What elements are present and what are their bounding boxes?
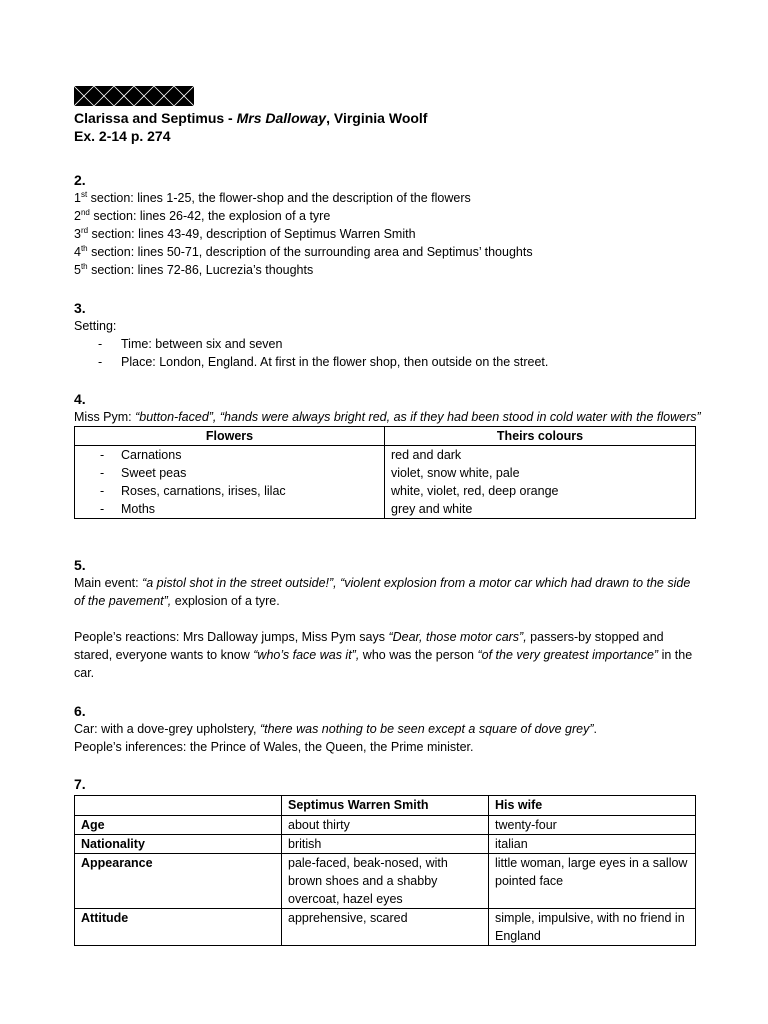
car-description: Car: with a dove-grey upholstery, “there was nothing to be seen except a square of dove grey”. <box>74 722 597 736</box>
table-cell: white, violet, red, deep orange <box>385 482 696 500</box>
section-line: 1st section: lines 1-25, the flower-shop and the description of the flowers <box>74 189 471 205</box>
table-cell: grey and white <box>385 500 696 519</box>
section-line: 4th section: lines 50-71, description of the surrounding area and Septimus’ thoughts <box>74 243 533 259</box>
main-event: Main event: “a pistol shot in the street outside!”, “violent explosion from a motor car which had drawn to the side of the pavement”, explosion of a tyre. <box>74 576 691 608</box>
row-label: Attitude <box>75 909 282 946</box>
row-label: Appearance <box>75 854 282 909</box>
title-line: Clarissa and Septimus - Mrs Dalloway, Virginia Woolf <box>74 110 428 126</box>
table-cell: italian <box>489 835 696 854</box>
characters-table <box>74 795 696 946</box>
table-cell: - Carnations <box>75 446 385 465</box>
question-number: 3. <box>74 300 86 316</box>
question-number: 2. <box>74 172 86 188</box>
table-cell: - Moths <box>75 500 385 519</box>
setting-label: Setting: <box>74 319 117 333</box>
list-item: - Place: London, England. At first in the flower shop, then outside on the street. <box>98 355 549 369</box>
table-cell: pale-faced, beak-nosed, with brown shoes and a shabby overcoat, hazel eyes <box>282 854 489 909</box>
table-row <box>75 854 696 909</box>
miss-pym-description: Miss Pym: “button-faced”, “hands were always bright red, as if they had been stood in cold water with the flowers” <box>74 410 701 424</box>
peoples-reactions: People’s reactions: Mrs Dalloway jumps, Miss Pym says “Dear, those motor cars”, passers-by stopped and stared, everyone wants to know “who’s face was it”, who was the person “of the very greatest importance” in the car. <box>74 630 693 680</box>
question-number: 4. <box>74 391 86 407</box>
table-row <box>75 500 696 519</box>
question-7 <box>74 775 696 946</box>
question-number: 7. <box>74 776 86 792</box>
table-cell: - Roses, carnations, irises, lilac <box>75 482 385 500</box>
table-cell: simple, impulsive, with no friend in England <box>489 909 696 946</box>
table-cell: apprehensive, scared <box>282 909 489 946</box>
question-number: 6. <box>74 703 86 719</box>
table-cell: about thirty <box>282 816 489 835</box>
table-row <box>75 835 696 854</box>
table-cell: violet, snow white, pale <box>385 464 696 482</box>
section-line: 5th section: lines 72-86, Lucrezia’s thoughts <box>74 261 314 277</box>
question-3 <box>74 299 548 371</box>
table-cell: twenty-four <box>489 816 696 835</box>
row-label: Nationality <box>75 835 282 854</box>
table-row <box>75 909 696 946</box>
table-header: Septimus Warren Smith <box>282 796 489 816</box>
table-header: His wife <box>489 796 696 816</box>
table-cell: little woman, large eyes in a sallow pointed face <box>489 854 696 909</box>
section-line: 3rd section: lines 43-49, description of Septimus Warren Smith <box>74 225 416 241</box>
table-cell: british <box>282 835 489 854</box>
question-5 <box>74 556 704 682</box>
exercise-ref: Ex. 2-14 p. 274 <box>74 128 171 144</box>
flowers-table <box>74 426 696 519</box>
document-title <box>74 109 427 145</box>
question-6 <box>74 702 597 756</box>
peoples-inferences: People’s inferences: the Prince of Wales, the Queen, the Prime minister. <box>74 740 474 754</box>
list-item: - Time: between six and seven <box>98 337 283 351</box>
table-header: Theirs colours <box>385 427 696 446</box>
question-4 <box>74 390 704 519</box>
table-cell: - Sweet peas <box>75 464 385 482</box>
table-cell: red and dark <box>385 446 696 465</box>
section-line: 2nd section: lines 26-42, the explosion of a tyre <box>74 207 331 223</box>
row-label: Age <box>75 816 282 835</box>
table-header: Flowers <box>75 427 385 446</box>
redaction-bar <box>74 86 194 106</box>
table-row <box>75 446 696 465</box>
table-row <box>75 482 696 500</box>
table-header <box>75 796 282 816</box>
table-row <box>75 816 696 835</box>
question-2 <box>74 171 533 279</box>
table-row <box>75 464 696 482</box>
question-number: 5. <box>74 557 86 573</box>
